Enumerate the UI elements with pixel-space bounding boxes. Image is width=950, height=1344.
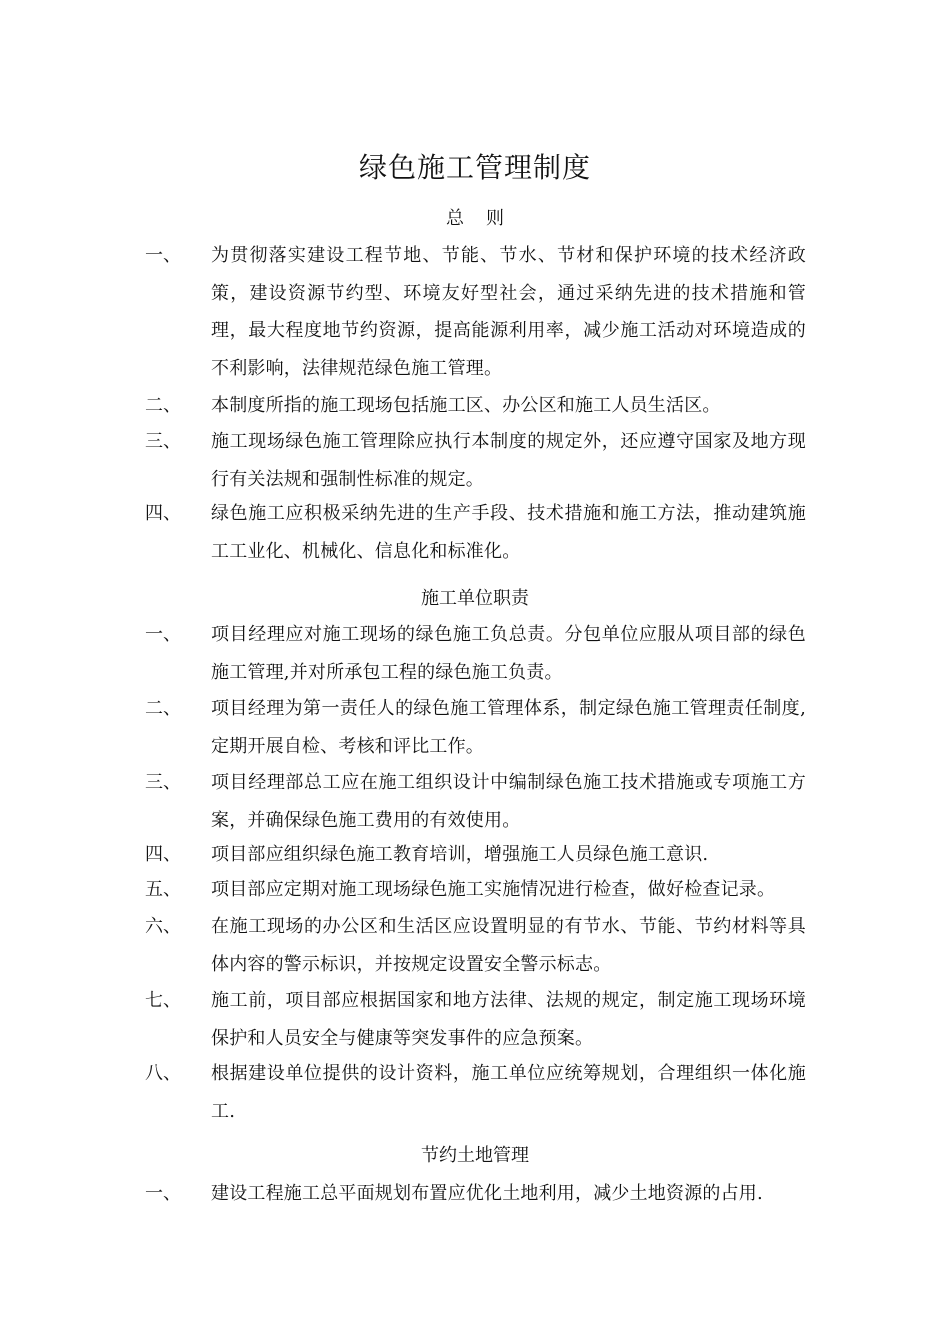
- clause-number: 八、: [145, 1063, 181, 1084]
- section-heading-land: 节约土地管理: [421, 1145, 529, 1166]
- clause-text: 本制度所指的施工现场包括施工区、办公区和施工人员生活区。: [211, 395, 721, 416]
- clause-text: 绿色施工应积极采纳先进的生产手段、技术措施和施工方法，推动建筑施工工业化、机械化、信息化和标准化。: [211, 503, 806, 562]
- clause-text: 在施工现场的办公区和生活区应设置明显的有节水、节能、节约材料等具体内容的警示标识，并按规定设置安全警示标志。: [211, 916, 806, 975]
- clause-text: 为贯彻落实建设工程节地、节能、节水、节材和保护环境的技术经济政策，建设资源节约型、环境友好型社会，通过采纳先进的技术措施和管理，最大程度地节约资源，提高能源利用率，减少施工活动对环境造成的不利影响，法律规范绿色施工管理。: [211, 245, 806, 379]
- clause-number: 四、: [145, 844, 181, 865]
- clause-text: 项目经理部总工应在施工组织设计中编制绿色施工技术措施或专项施工方案，并确保绿色施工费用的有效使用。: [211, 772, 806, 831]
- clause-text: 建设工程施工总平面规划布置应优化土地利用，减少土地资源的占用.: [211, 1183, 763, 1204]
- clause-number: 二、: [145, 698, 181, 719]
- clause-number: 四、: [145, 503, 181, 524]
- clause-text: 项目经理为第一责任人的绿色施工管理体系，制定绿色施工管理责任制度,定期开展自检、考核和评比工作。: [211, 698, 806, 757]
- clause-number: 一、: [145, 245, 181, 266]
- clause-text: 项目部应定期对施工现场绿色施工实施情况进行检查，做好检查记录。: [211, 879, 776, 900]
- clause-number: 一、: [145, 624, 181, 645]
- clause-number: 六、: [145, 916, 181, 937]
- clause-text: 根据建设单位提供的设计资料，施工单位应统筹规划，合理组织一体化施工.: [211, 1063, 806, 1122]
- clause-number: 二、: [145, 395, 181, 416]
- clause-number: 七、: [145, 990, 181, 1011]
- clause-text: 施工前，项目部应根据国家和地方法律、法规的规定，制定施工现场环境保护和人员安全与健康等突发事件的应急预案。: [211, 990, 806, 1049]
- section-heading-general: [0, 206, 950, 232]
- section-heading-part: 则: [486, 208, 504, 229]
- clause-number: 一、: [145, 1183, 181, 1204]
- section-heading-duties: 施工单位职责: [421, 588, 529, 609]
- clause-text: 施工现场绿色施工管理除应执行本制度的规定外，还应遵守国家及地方现行有关法规和强制性标准的规定。: [211, 431, 806, 490]
- clause-number: 三、: [145, 431, 181, 452]
- clause-number: 三、: [145, 772, 181, 793]
- document-title: 绿色施工管理制度: [358, 151, 591, 184]
- clause-number: 五、: [145, 879, 181, 900]
- section-heading-part: 总: [446, 208, 464, 229]
- clause-text: 项目部应组织绿色施工教育培训，增强施工人员绿色施工意识.: [211, 844, 709, 865]
- clause-text: 项目经理应对施工现场的绿色施工负总责。分包单位应服从项目部的绿色施工管理,并对所承包工程的绿色施工负责。: [211, 624, 806, 683]
